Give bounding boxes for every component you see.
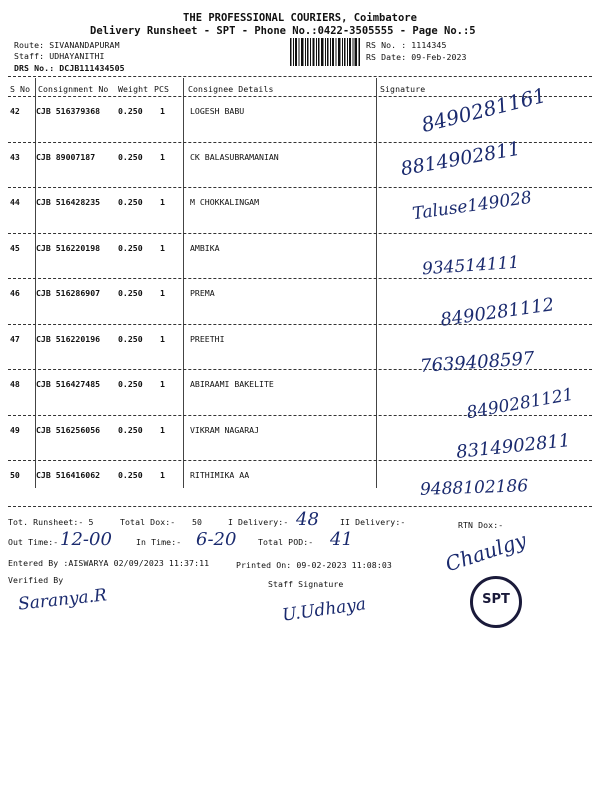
row-divider xyxy=(8,187,592,188)
row-pcs: 1 xyxy=(160,470,165,480)
row-consignee: PREMA xyxy=(190,288,215,298)
row-consignment: CJB 516427485 xyxy=(36,379,101,389)
row-weight: 0.250 xyxy=(118,379,143,389)
verified-by-label: Verified By xyxy=(8,575,64,585)
signature-45: 934514111 xyxy=(421,252,520,280)
row-consignment: CJB 516220198 xyxy=(36,242,101,253)
row-divider xyxy=(8,460,592,461)
row-divider xyxy=(8,278,592,279)
row-weight: 0.250 xyxy=(118,242,143,253)
row-pcs: 1 xyxy=(160,242,165,253)
row-weight: 0.250 xyxy=(118,288,143,298)
signature-44: Taluse149028 xyxy=(411,187,534,225)
total-runsheet: Tot. Runsheet:- 5 xyxy=(8,517,94,527)
signature-50: 9488102186 xyxy=(419,476,529,500)
in-time-label: In Time:- xyxy=(136,537,182,547)
row-pcs: 1 xyxy=(160,379,165,389)
signature-43: 8814902811 xyxy=(399,137,522,181)
row-pcs: 1 xyxy=(160,333,165,344)
row-consignment: CJB 516286907 xyxy=(36,288,101,298)
rtn-dox-label: RTN Dox:- xyxy=(458,520,504,530)
row-divider xyxy=(8,506,592,507)
col-signature: Signature xyxy=(380,84,426,94)
row-consignment: CJB 516256056 xyxy=(36,424,101,435)
row-consignee: AMBIKA xyxy=(190,242,220,253)
row-consignment: CJB 516428235 xyxy=(36,197,101,207)
row-consignee: PREETHI xyxy=(190,333,225,344)
row-sno: 44 xyxy=(10,197,20,207)
row-weight: 0.250 xyxy=(118,151,143,162)
route-label: Route: SIVANANDAPURAM xyxy=(14,40,120,50)
spt-stamp xyxy=(470,576,522,628)
row-consignment: CJB 89007187 xyxy=(36,151,96,162)
signature-49: 8314902811 xyxy=(455,430,572,463)
row-sno: 47 xyxy=(10,333,20,344)
staff-signature-label: Staff Signature xyxy=(268,579,344,589)
row-sno: 42 xyxy=(10,106,20,116)
row-sno: 50 xyxy=(10,470,20,480)
ii-delivery-label: II Delivery:- xyxy=(340,517,406,527)
i-delivery-value: 48 xyxy=(296,509,319,530)
row-consignee: ABIRAAMI BAKELITE xyxy=(190,379,274,389)
manager-signature: Chaulgy xyxy=(442,527,530,577)
row-pcs: 1 xyxy=(160,106,165,116)
drs-number: DRS No.: DCJB111434505 xyxy=(14,63,125,73)
row-weight: 0.250 xyxy=(118,424,143,435)
signature-48: 8490281121 xyxy=(465,384,576,424)
out-time-value: 12-00 xyxy=(60,529,112,550)
stamp-text: SPT xyxy=(482,592,510,607)
col-pcs: PCS xyxy=(154,84,170,94)
total-pod-value: 41 xyxy=(330,529,353,550)
row-sno: 48 xyxy=(10,379,20,389)
row-consignee: VIKRAM NAGARAJ xyxy=(190,424,260,435)
row-sno: 49 xyxy=(10,424,20,435)
row-sno: 43 xyxy=(10,151,20,162)
col-sno: S No xyxy=(10,84,31,94)
row-pcs: 1 xyxy=(160,424,165,435)
row-sno: 45 xyxy=(10,242,20,253)
row-sno: 46 xyxy=(10,288,20,298)
col-consignee: Consignee Details xyxy=(188,84,274,94)
signature-42: 8490281161 xyxy=(418,82,549,138)
row-consignee: LOGESH BABU xyxy=(190,106,245,116)
in-time-value: 6-20 xyxy=(196,529,237,550)
col-consignment: Consignment No xyxy=(38,84,109,94)
entered-by: Entered By :AISWARYA 02/09/2023 11:37:11 xyxy=(8,558,210,568)
rs-number: RS No. : 1114345 xyxy=(366,40,447,50)
row-weight: 0.250 xyxy=(118,197,143,207)
row-divider xyxy=(8,324,592,325)
row-consignment: CJB 516379368 xyxy=(36,106,101,116)
staff-label: Staff: UDHAYANITHI xyxy=(14,51,105,61)
barcode-image xyxy=(290,38,360,66)
total-dox-value: 50 xyxy=(192,517,203,527)
row-consignee: RITHIMIKA AA xyxy=(190,470,250,480)
row-weight: 0.250 xyxy=(118,106,143,116)
row-weight: 0.250 xyxy=(118,470,143,480)
row-pcs: 1 xyxy=(160,151,165,162)
row-consignment: CJB 516220196 xyxy=(36,333,101,344)
company-name: THE PROFESSIONAL COURIERS, Coimbatore xyxy=(183,12,417,24)
row-consignee: M CHOKKALINGAM xyxy=(190,197,260,207)
row-pcs: 1 xyxy=(160,197,165,207)
total-pod-label: Total POD:- xyxy=(258,537,314,547)
verified-signature: Saranya.R xyxy=(17,585,108,615)
out-time-label: Out Time:- xyxy=(8,537,59,547)
i-delivery-label: I Delivery:- xyxy=(228,517,289,527)
row-divider xyxy=(8,233,592,234)
row-consignment: CJB 516416062 xyxy=(36,470,101,480)
col-weight: Weight xyxy=(118,84,149,94)
rs-date: RS Date: 09-Feb-2023 xyxy=(366,52,467,62)
row-consignee: CK BALASUBRAMANIAN xyxy=(190,151,279,162)
runsheet-title: Delivery Runsheet - SPT - Phone No.:0422-3505555 - Page No.:5 xyxy=(90,25,476,37)
staff-signature: U.Udhaya xyxy=(281,594,368,626)
signature-46: 8490281112 xyxy=(439,294,556,331)
total-dox-label: Total Dox:- xyxy=(120,517,176,527)
row-pcs: 1 xyxy=(160,288,165,298)
signature-47: 7639408597 xyxy=(419,348,536,377)
row-weight: 0.250 xyxy=(118,333,143,344)
printed-on: Printed On: 09-02-2023 11:08:03 xyxy=(236,560,392,570)
